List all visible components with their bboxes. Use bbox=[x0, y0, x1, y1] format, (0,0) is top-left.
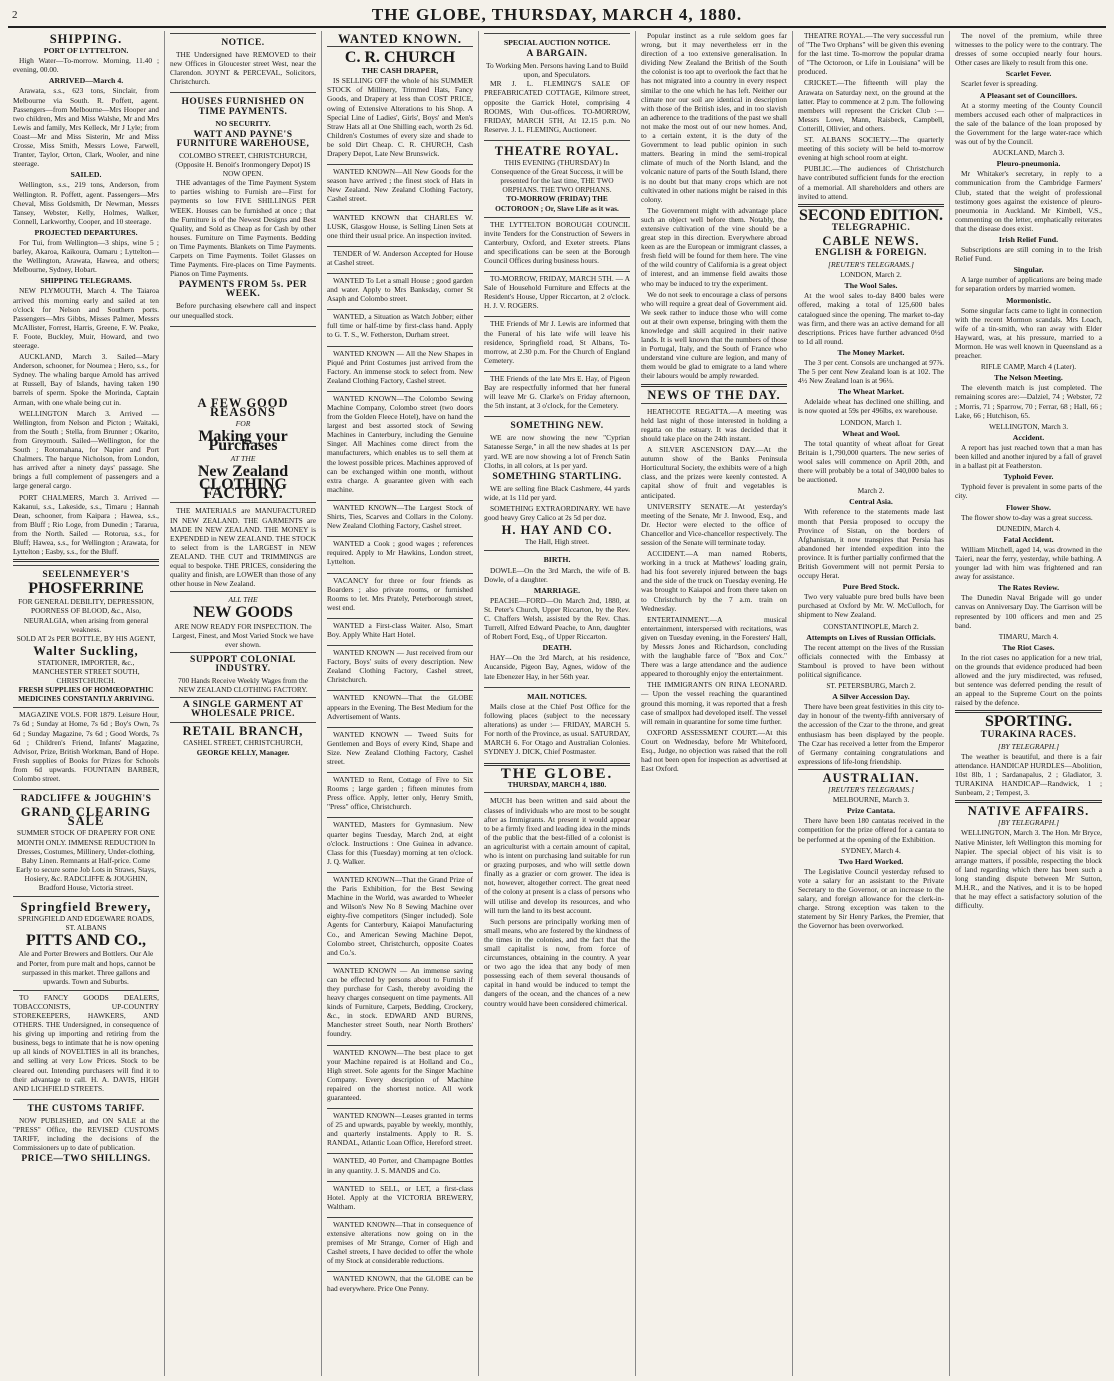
wanted-16 bbox=[327, 817, 473, 869]
marriage-text: PEACHE—FORD—On March 2nd, 1880, at St. Peter's Church, Upper Riccarton, by the Rev. C. Chaffers Welsh, assisted by the Rev. Chas. Turrell, Alfred Edward Peache, to Ann, daughter of Robert Ford, Esq., of Upper Riccarton. bbox=[484, 595, 630, 642]
wheat-wool-text: The total quantity of wheat afloat for Great Britain is 1,790,000 quarters. The new series of wool sales will commence on April 20th, and there will probably be a total of 340,000 bales to be auctioned. bbox=[798, 438, 944, 485]
fleming-text: MR J. L. FLEMING'S SALE OF PREFABRICATED COTTAGE, Kilmore street, opposite the Garrick Hotel, comprising 4 ROOMS, With Out-offices. TO-MORROW, FRIDAY, MARCH 5TH, At 12.15 p.m. No Reserve. J. L. FLEMING, Auctioneer. bbox=[484, 79, 630, 134]
wanted-9 bbox=[327, 536, 473, 570]
editorial-cont-3: We do not seek to encourage a class of persons who will require a great deal of Government aid. We seek rather to induce those who will come out at their own expense, bringing with them the knowledge and skill acquired in their native lands. It is well known that the numbers of those in Portugal, Italy, and the South of France who understand vine culture are legion, and many of them would be glad to emigrate to a land where their labours would be amply rewarded. bbox=[641, 289, 787, 381]
const-dateline: CONSTANTINOPLE, March 2. bbox=[823, 621, 919, 631]
something-new-heading: SOMETHING NEW. bbox=[510, 421, 604, 432]
typhoid-heading: Typhoid Fever. bbox=[1003, 472, 1054, 482]
startling-text: WE are selling fine Black Cashmere, 44 yards wide, at 1s 11d per yard. bbox=[484, 483, 630, 502]
wanted-8-text: WANTED KNOWN—The Largest Stock of Shirts, Ties, Scarves and Collars in the Colony. New Zealand Clothing Factory, Cashel street. bbox=[327, 502, 473, 531]
fatal-heading: Fatal Accident. bbox=[1003, 534, 1054, 544]
petersburg-dateline: ST. PETERSBURG, March 2. bbox=[826, 681, 916, 691]
editorial-text: MUCH has been written and said about the classes of individuals who are most to be sought after as Immigrants. At present it would appear to be a firmly fixed and leading idea in the minds of the public that the best-filled of a colonist is an agriculturist with a certain amount of capital, who is intent on purchasing land suitable for run or grazing purposes, and who will settle down finally as a grazier or corn grower. The idea is not, however, altogether correct. The great need of the colony at present is a class of persons who will utilise and develop its resources, and who will turn the land to its best account. bbox=[484, 796, 630, 915]
mormon-text: Some singular facts came to light in connection with the recent Mormon scandals. Mrs Loach, wife of a tin-smith, who ran away with Elder Hayward, was, at his pressure, married to a Mormon. He was well known in Queensland as a preacher. bbox=[955, 305, 1102, 361]
wheat-text: Adelaide wheat has declined one shilling, and is now quoted at 59s per 496lbs, ex warehouse. bbox=[798, 397, 944, 416]
retail-address: CASHEL STREET, CHRISTCHURCH, bbox=[183, 738, 303, 748]
telegraphic-heading: TELEGRAPHIC. bbox=[831, 222, 911, 233]
news-item-7: OXFORD ASSESSMENT COURT.—At this Court on Wednesday, before Mr Whitefoord, Esq., Judge, no objection was raised that the roll had not been open for inspection as advertised at East Oxford. bbox=[641, 727, 787, 774]
singular-heading: Singular. bbox=[1013, 265, 1044, 275]
rifle-dateline: RIFLE CAMP, March 4 (Later). bbox=[980, 362, 1077, 372]
news-item-4: ACCIDENT.—A man named Roberts, working in a truck at Mathews' loading grain, had his foot severely injured between the bags and the side of the truck on Tuesday evening. He was brought to Kaiapoi and from there taken on to Christchurch by the 7 a.m. train on Wednesday. bbox=[641, 549, 787, 613]
mormon-heading: Mormonistic. bbox=[1006, 295, 1051, 305]
arrived-heading: ARRIVED—March 4. bbox=[48, 76, 124, 86]
wanted-11 bbox=[327, 618, 473, 643]
cr-church-title: C. R. CHURCH bbox=[344, 49, 456, 67]
ad-customs-head: THE CUSTOMS TARIFF. bbox=[27, 1103, 145, 1114]
ad-customs-text: NOW PUBLISHED, and ON SALE at the "PRESS" Office, the REVISED CUSTOMS TARIFF, including the decisions of the Commissioners up to date of publication. bbox=[13, 1115, 159, 1153]
cr-church-text: IS SELLING OFF the whole of his SUMMER STOCK of Millinery, Trimmed Hats, Fancy Goods, and Drapery at less than COST PRICE, owing of Extensive Alterations to his Shop. A Special Line of Ladies', Girls', Boys' and Men's Straw Hats all at One Shilling each, worth 2s 6d. Children's Costumes of every size and shade to be sold Dirt Cheap. C. R. CHURCH, Cash Drapery Depot, Late New Brunswick. bbox=[327, 76, 473, 159]
wheat-wool-heading: Wheat and Wool. bbox=[842, 428, 900, 438]
ad-radcliffe-head: RADCLIFFE & JOUGHIN'S bbox=[20, 794, 152, 805]
port-heading: PORT OF LYTTELTON. bbox=[43, 46, 129, 56]
cable-news-heading: CABLE NEWS. bbox=[822, 233, 920, 248]
wanted-4-text: WANTED To Let a small House ; good garden and water. Apply to Mrs Banksday, corner St Asaph and Colombo street. bbox=[327, 275, 473, 304]
dunedin-dateline: DUNEDIN, March 4. bbox=[996, 523, 1061, 533]
ad-notice bbox=[170, 33, 316, 90]
mail-heading: MAIL NOTICES. bbox=[527, 691, 587, 701]
wanted-3-text: TENDER of W. Anderson Accepted for House at Cashel street. bbox=[327, 248, 473, 267]
wanted-7-text: WANTED KNOWN—The Colombo Sewing Machine Company, Colombo street (two doors from the Golden Fleece Hotel), have on hand the largest and best assorted stock of Sewing Machines in Canterbury, including the Genuine Singer. All Machines come direct from the manufacturers, which enables us to sell them at the lowest possible prices. Machines approved of can be exchanged within one month, without extra charge. A guarantee given with each machine. bbox=[327, 393, 473, 494]
column-3 bbox=[322, 31, 479, 1376]
wanted-24-text: WANTED KNOWN, that the GLOBE can be had everywhere. Price One Penny. bbox=[327, 1274, 473, 1293]
sailed-heading: SAILED. bbox=[70, 170, 102, 180]
wanted-13-text: WANTED KNOWN—That the GLOBE appears in the Evening. The Best Medium for the Advertisement of Wants. bbox=[327, 693, 473, 721]
shipping-heading: SHIPPING. bbox=[49, 32, 123, 46]
two-heading: Two Hard Worked. bbox=[838, 856, 904, 866]
attempts-text: The recent attempt on the lives of the Russian officials connected with the Embassy at Stamboul is proved to have been without political significance. bbox=[798, 642, 944, 679]
reasons-text: THE MATERIALS are MANUFACTURED IN NEW ZEALAND. THE GARMENTS are MADE IN NEW ZEALAND. THE MONEY is EXPENDED in NEW ZEALAND. THE STOCK to select from is the LARGEST in NEW ZEALAND. THE CUT and TRIMMINGS are equal to bespoke. THE PRICES, considering the quality and finish, are LOWER than those of any other house in New Zealand. bbox=[170, 506, 316, 589]
telegrams-heading: SHIPPING TELEGRAMS. bbox=[40, 276, 132, 286]
something-new-text: WE are now showing the new "Cyprian Satanesse Serge," in all the new shades at 1s per yard. WE are now showing a lot of French Satin Cloths, in all colors, at 1s per yard. bbox=[484, 433, 630, 470]
notice-heading: NOTICE. bbox=[221, 38, 265, 48]
column-5 bbox=[636, 31, 793, 1376]
mail-text: Mails close at the Chief Post Office for the following places (subject to the necessary alterations) as under :— FRIDAY, MARCH 5. For north of the Province, as usual. SATURDAY, MARCH 6. For Otago and Australian Colonies. SYDNEY J. DICK, Chief Postmaster. bbox=[484, 701, 630, 757]
ad-special-auction bbox=[484, 33, 630, 138]
wanted-12 bbox=[327, 645, 473, 688]
special-heading: SPECIAL AUCTION NOTICE. bbox=[503, 38, 611, 47]
ad-phosferrine-fresh: FRESH SUPPLIES OF HOMŒOPATHIC MEDICINES CONSTANTLY ARRIVING. bbox=[18, 685, 154, 704]
wanted-24 bbox=[327, 1271, 473, 1296]
relief-heading: Irish Relief Fund. bbox=[998, 234, 1059, 244]
news-cont-1: THEATRE ROYAL.—The very successful run of "The Two Orphans" will be given this evening for the last time. To-morrow the popular drama of "The Octoroon, or Life in Louisiana" will be produced. bbox=[798, 31, 944, 77]
flower-text: The flower show to-day was a great success. bbox=[961, 512, 1093, 522]
wanted-13 bbox=[327, 690, 473, 724]
pure-stock-text: Two very valuable pure bred bulls have been purchased at Oxford by Mr. W. McCulloch, for shipment to New Zealand. bbox=[798, 592, 944, 620]
no-security: NO SECURITY. bbox=[215, 118, 271, 128]
ad-phosferrine-title: PHOSFERRINE bbox=[28, 580, 144, 598]
turakina-text: The weather is beautiful, and there is a fair attendance. HANDICAP HURDLES—Abolition, 10st 8lb, 1 ; Sardanapalus, 2 ; Gladiator, 3. TURAKINA HANDICAP—Randwick, 1 ; Sunbeam, 2 ; Tempest, 3. bbox=[955, 751, 1102, 798]
wanted-8 bbox=[327, 500, 473, 534]
telegram-new-plymouth: NEW PLYMOUTH, March 4. The Taiaroa arrived this morning early and sailed at ten o'clock for Nelson and Southern ports. Passengers—Mrs Gibbs, Misses Palmer, Messrs McAllister, Forrest, Harris, Greene, F. W. Peake, F. Foote, Buckley, Muir, Howard, and two steerage. bbox=[13, 286, 159, 350]
accident-heading: Accident. bbox=[1012, 432, 1045, 442]
wanted-15 bbox=[327, 772, 473, 815]
native-sub: [BY TELEGRAPH.] bbox=[997, 818, 1060, 828]
ad-lyttelton bbox=[484, 217, 630, 269]
wanted-20-text: WANTED KNOWN—Leases granted in terms of 25 and upwards, payable by weekly, monthly, and quarterly instalments. Apply to R. S. RANDAL, Atlantic Loan Office, Hereford street. bbox=[327, 1111, 473, 1148]
ad-theatre bbox=[484, 140, 630, 215]
wanted-15-text: WANTED to Rent, Cottage of Five to Six Rooms ; large garden ; fifteen minutes from Press office. Apply, letter only, Henry Smith, "Press" office, Christchurch. bbox=[327, 775, 473, 812]
few-nz: New Zealand bbox=[197, 463, 289, 481]
ad-customs-price: PRICE—TWO SHILLINGS. bbox=[21, 1154, 151, 1165]
death-text: HAY—On the 3rd March, at his residence, Aucanside, Pigeon Bay, Agnes, widow of the late Ebenezer Hay, in her 56th year. bbox=[484, 653, 630, 681]
few-factory: CLOTHING FACTORY. bbox=[198, 476, 287, 503]
columns bbox=[8, 31, 1106, 1376]
watt-text: THE advantages of the Time Payment System to parties wishing to Furnish are—First for payments so low FIVE SHILLINGS PER WEEK. Houses can be furnished at once ; that the Furniture is of the Newest Designs and Best Quality, and Sold as Cheap as for Cash by other houses. Furniture on Time Payments. Bedding on Time Payments. Blankets on Time Payments. Carpets on Time Payments. Toilet Glasses on Time Payments. Fire-places on Time Payments. Pianos on Time Payments. bbox=[170, 178, 316, 279]
few-making: Making your Purchases bbox=[198, 427, 288, 454]
scarlet-heading: Scarlet Fever. bbox=[1005, 69, 1052, 79]
column-6 bbox=[793, 31, 950, 1376]
wanted-22 bbox=[327, 1181, 473, 1215]
ad-phosferrine-agent: Walter Suckling, bbox=[33, 643, 139, 658]
theatre-heading: THEATRE ROYAL. bbox=[494, 143, 620, 158]
few-reasons-heading: A FEW GOOD REASONS bbox=[197, 395, 289, 419]
nelson-text: The eleventh match is just completed. The remaining scores are:—Dalziel, 74 ; Webster, 72 ; Morris, 71 ; Sparrow, 70 ; Ferrar, 68 ; Hall, 66 ; Lake, 66 ; Hutchison, 65. bbox=[955, 383, 1102, 420]
wanted-21 bbox=[327, 1153, 473, 1178]
houses-heading: HOUSES FURNISHED ON TIME PAYMENTS. bbox=[181, 97, 305, 117]
silver-text: There have been great festivities in this city to-day in honour of the twenty-fifth anniversary of the accession of the Czar to the throne, and great enthusiasm has been displayed by the people. The Czar has received a letter from the Emperor of Germany containing congratulations and expressions of life-long friendship. bbox=[798, 702, 944, 766]
few-for: FOR bbox=[235, 418, 251, 428]
support-text: 700 Hands Receive Weekly Wages from the NEW ZEALAND CLOTHING FACTORY. bbox=[178, 675, 308, 695]
watt-address: COLOMBO STREET, CHRISTCHURCH, (Opposite H. Benoit's Ironmongery Depot) IS NOW OPEN. bbox=[175, 150, 311, 179]
wanted-11-text: WANTED a First-class Waiter. Also, Smart Boy. Apply White Hart Hotel. bbox=[327, 620, 473, 639]
ad-springfield-head: Springfield Brewery, bbox=[20, 900, 152, 915]
ad-hay bbox=[484, 371, 630, 414]
telegram-wellington: WELLINGTON March 3. Arrived — Wellington, from Nelson and Picton ; Waitaki, from the South ; Stella, from Brunner ; Okarito, from Greymouth. Sailed—Wellington, for the South ; Rotomahana, for Napier and Port Chalmers. The barque Nicholson, from London, has arrived after a ninety days' passage. She brings a full complement of passengers and a large general cargo. bbox=[13, 408, 159, 491]
ad-springfield-title: PITTS AND CO., bbox=[25, 932, 147, 950]
wanted-20 bbox=[327, 1108, 473, 1151]
marriage-heading: MARRIAGE. bbox=[533, 585, 581, 595]
retail-branch: RETAIL BRANCH, bbox=[182, 724, 304, 739]
pure-stock-heading: Pure Bred Stock. bbox=[842, 582, 900, 592]
ad-clothing-factory bbox=[170, 326, 316, 759]
ad-magazine bbox=[13, 707, 159, 787]
wanted-5 bbox=[327, 309, 473, 343]
watt-heading: WATT AND PAYNE'S FURNITURE WAREHOUSE, bbox=[176, 129, 310, 149]
projected-text: For Tui, from Wellington—3 ships, wine 5 ; barley, Akaroa, Kaikoura, Oamaru ; Lyttelton—the Wellington, Arawata, Hawea, and others; Melbourne, Sydney, Hobart. bbox=[13, 237, 159, 275]
column-2 bbox=[165, 31, 322, 1376]
reuter-tag-2: [REUTER'S TELEGRAMS.] bbox=[828, 785, 914, 795]
news-item-5: ENTERTAINMENT.—A musical entertainment, interspersed with recitations, was given on Tuesday evening, in the Foresters' Hall, by Messrs Jones and Richardson, concluding with the laughable farce of "Box and Cox." There was a large attendance and the audience appeared to thoroughly enjoy the entertainment. bbox=[641, 614, 787, 679]
wanted-18 bbox=[327, 963, 473, 1043]
telegram-port-chalmers: PORT CHALMERS, March 3. Arrived — Kakanui, s.s., Lakeside, s.s., Timaru ; Hannah Dean, schooner, from Kaipara ; Hawea, s.s., from Bluff ; Rio Loge, from Dunedin ; Tararua, from the North. Sailed — Rotorua, s.s., for Bluff; Hawea, s.s., for Wellington ; Arawata, for Lyttelton ; Easby, s.s., for the Bluff. bbox=[13, 492, 159, 557]
ad-phosferrine-head: SEELENMEYER'S bbox=[42, 570, 130, 581]
ad-radcliffe-text: SUMMER STOCK OF DRAPERY FOR ONE MONTH ONLY. IMMENSE REDUCTION In Dresses, Costumes, Millinery, Under-clothing, Baby Linen. Remnants at Half-price. Come Early to secure some Job Lots in Straws, Stays, Hosiery, &c. RADCLIFFE & JOUGHIN, Bradford House, Victoria street. bbox=[16, 828, 156, 892]
march-2-dateline: March 2. bbox=[857, 486, 885, 496]
singular-text: A large number of applications are being made for separation orders by married women. bbox=[955, 275, 1102, 294]
telegram-auckland: AUCKLAND, March 3. Sailed—Mary Anderson, schooner, for Noumea ; Hero, s.s., for Sydney. The whaling barque Arnold has arrived at Russell, Bay of Islands, having taken 190 barrels of sperm. Spoke the Morinda, Captain Arman, with one whale being cut in. bbox=[13, 352, 159, 407]
payments-text: Before purchasing elsewhere call and inspect our unequalled stock. bbox=[170, 301, 316, 320]
news-cont-3: ST. ALBANS SOCIETY.—The quarterly meeting of this society will be held to-morrow evening at high school room at eight. bbox=[798, 135, 944, 163]
sale-text: TO-MORROW, FRIDAY, MARCH 5TH. — A Sale of Household Furniture and Effects at the Resident's House, Upper Riccarton, at 2 o'clock. H. J. V. ROGERS. bbox=[484, 274, 630, 311]
wanted-4 bbox=[327, 273, 473, 307]
wanted-10 bbox=[327, 573, 473, 616]
wanted-16-text: WANTED, Masters for Gymnasium. New quarter begins Tuesday, March 2nd, at eight o'clock. Instructions : One Guinea in advance. Class for this (Tuesday) morning at ten o'clock. J. Q. Walker. bbox=[327, 820, 473, 866]
theatre-text-2: TO-MORROW (FRIDAY) THE OCTOROON ; Or, Slave Life as it was. bbox=[495, 194, 619, 213]
prize-heading: Prize Cantata. bbox=[846, 806, 896, 816]
hay-addr: The Hall, High street. bbox=[524, 537, 590, 547]
sporting-heading: SPORTING. bbox=[984, 713, 1072, 731]
pneumonia-heading: Pleuro-pneumonia. bbox=[996, 159, 1061, 169]
hay-firm: H. HAY AND CO. bbox=[501, 523, 613, 538]
ad-phosferrine-addr: STATIONER, IMPORTER, &c., MANCHESTER STREET SOUTH, CHRISTCHURCH. bbox=[32, 657, 140, 686]
wanted-18-text: WANTED KNOWN — An immense saving can be effected by persons about to Furnish if they purchase for Cash, thereby avoiding the heavy charges consequent on time payments. All kinds of Furniture, Carpets, Bedding, Crockery, &c., in stock. EDWARD AND BURNS, Manchester street South, near North Brothers' foundry. bbox=[327, 965, 473, 1039]
ad-phosferrine-text: FOR GENERAL DEBILITY, DEPRESSION, POORNESS OF BLOOD, &c., Also, NEURALGIA, when arising from general weakness. bbox=[18, 597, 154, 634]
sydney-dateline: SYDNEY, March 4. bbox=[841, 845, 901, 855]
arrived-text: Arawata, s.s., 623 tons, Sinclair, from Melbourne via South. R. Poffett, agent. Passengers—from Melbourne—Mrs Hooper and two children, Mrs and Miss Walshe, Mr and Mrs Lewis and family, Mrs Kelleck, Mr J Lyle; from Coast—Mr and Miss Sisterin, Mr and Miss Crosse, Miss Smith, Messrs Lowe, Farwell, Tranter, Taylor, Orton, Clark, Wooler, and nine steerage. bbox=[13, 86, 159, 169]
news-item-1: HEATHCOTE REGATTA.—A meeting was held last night of those interested in holding a regatta on the estuary. It was decided that it should take place on the 24th instant. bbox=[641, 406, 787, 443]
wanted-17-text: WANTED KNOWN—That the Grand Prize of the Paris Exhibition, for the Best Sewing Machine in the World, was awarded to Wheeler and Wilson's New No 8 Sewing Machine over eighty-five competitors (Singer included). Sole Agents for Canterbury, Kaiapoi Manufacturing Co., and American Sewing Machine Depot, Colombo street, Christchurch, opposite Coates and Co.'s. bbox=[327, 874, 473, 957]
notice-text: THE Undersigned have REMOVED to their new Offices in Gloucester street West, near the Clarendon. JOYNT & PERCEVAL, Solicitors, Christchurch. bbox=[170, 50, 316, 87]
prize-text: There have been 180 cantatas received in the competition for the prize offered for a cantata to be performed at the opening of the Exhibition. bbox=[798, 816, 944, 844]
support-heading: SUPPORT COLONIAL INDUSTRY. bbox=[190, 654, 296, 674]
ad-cr-church bbox=[327, 46, 473, 162]
wanted-2 bbox=[327, 210, 473, 244]
australian-heading: AUSTRALIAN. bbox=[822, 770, 920, 785]
wanted-7 bbox=[327, 391, 473, 498]
sailed-text: Wellington, s.s., 219 tons, Anderson, from Wellington. R. Poffett, agent. Passengers—Mrs Cheval, Miss Goldsmith, Dr Newman, Messrs Tansey, Webster, Kelly, Holmes, Walker, Connell, Larkworthy, Cooper, and 10 steerage. bbox=[13, 180, 159, 226]
mail-section bbox=[484, 687, 630, 761]
ad-fancy-goods bbox=[13, 990, 159, 1097]
ad-radcliffe bbox=[13, 789, 159, 894]
typhoid-text: Typhoid fever is prevalent in some parts of the city. bbox=[955, 482, 1102, 501]
ad-springfield bbox=[13, 896, 159, 988]
english-foreign-heading: ENGLISH & FOREIGN. bbox=[815, 247, 927, 258]
death-heading: DEATH. bbox=[542, 643, 572, 653]
ad-watt-payne bbox=[170, 92, 316, 323]
two-text: The Legislative Council yesterday refused to vote a salary for an assistant to the Private Secretary to the Governor, or an increase to the salary, and foreign allowance for the clerk-in-charge. Strong exception was taken to the statement by Sir Henry Parkes, the Premier, that the Governor has been overworked. bbox=[798, 866, 944, 931]
masthead bbox=[8, 4, 1106, 28]
bargain-heading: A BARGAIN. bbox=[526, 49, 588, 60]
wanted-17 bbox=[327, 872, 473, 961]
ad-springfield-sub: SPRINGFIELD AND EDGEWARE ROADS, ST. ALBANS bbox=[18, 914, 154, 933]
wanted-12-text: WANTED KNOWN — Just received from our Factory, Boys' suits of every description. New Zealand Clothing Factory, Cashel street, Christchurch. bbox=[327, 648, 473, 685]
councillors-heading: A Pleasant set of Councillors. bbox=[979, 90, 1078, 100]
news-heading: NEWS OF THE DAY. bbox=[647, 387, 781, 402]
theatre-text: THIS EVENING (THURSDAY) In Consequence of the Great Success, it will be presented for the last time, THE TWO ORPHANS. THE TWO ORPHANS. bbox=[491, 158, 623, 195]
wanted-14 bbox=[327, 727, 473, 770]
flower-heading: Flower Show. bbox=[1006, 502, 1051, 512]
manager: GEORGE KELLY, Manager. bbox=[196, 747, 290, 757]
few-at: AT THE bbox=[230, 454, 256, 464]
wanted-22-text: WANTED to SELL, or LET, a first-class Hotel. Apply at the VICTORIA BREWERY, Waltham. bbox=[327, 1183, 473, 1211]
births-text: DOWLE—On the 3rd March, the wife of B. Dowle, of a daughter. bbox=[484, 565, 630, 584]
wanted-19-text: WANTED KNOWN—The best place to get your Machine repaired is at Holland and Co., High street. Sole agents for the Singer Machine Company. Every description of Machine repaired on the shortest notice. All work guaranteed. bbox=[327, 1047, 473, 1102]
wanted-5-text: WANTED, a Situation as Watch Jobber; either full time or half-time by first-class hand. Apply to G. T. S., W. Fetherston, Durham street. bbox=[327, 312, 473, 340]
wanted-1 bbox=[327, 164, 473, 207]
projected-heading: PROJECTED DEPARTURES. bbox=[34, 227, 138, 237]
councillors-text: At a stormy meeting of the County Council members accused each other of malpractices in the sale of the balance of the loan proposed by the Government for the large water-race which was out of by the Council. bbox=[955, 100, 1102, 147]
reuter-tag: [REUTER'S TELEGRAMS.] bbox=[828, 260, 914, 270]
native-text: WELLINGTON, March 3. The Hon. Mr Bryce, Native Minister, left Wellington this morning for Napier. The special object of his visit is to arrange matters, if possible, respecting the block of land regarding which there has been such a long standing dispute between Mr Sutton, M.H.R., and the Natives, and it is to be hoped that he may effect a satisfactory solution of the difficulty. bbox=[955, 828, 1102, 911]
ad-phosferrine bbox=[13, 565, 159, 705]
news-item-2: A SILVER ASCENSION DAY.—At the autumn show of the Banks Peninsula Horticultural Society, the exhibits were of a high class, and the prizes were keenly contested. A capital show of fruit and vegetables is anticipated. bbox=[641, 445, 787, 500]
lyttelton-text: THE LYTTELTON BOROUGH COUNCIL invite Tenders for the Construction of Sewers in Canterbury, Oxford, and Exeter streets. Plans and specifications can be seen at the Borough Council Offices during business hours. bbox=[484, 219, 630, 265]
wanted-6-text: WANTED KNOWN — All the New Shapes in Piqué and Print Costumes just arrived from the Factory. An immense stock to select from. New Zealand Clothing Factory, Cashel street. bbox=[327, 348, 473, 385]
wanted-6 bbox=[327, 346, 473, 389]
wool-text: At the wool sales to-day 8400 bales were offered, making a total of 125,600 bales catalogued since the opening. The market to-day was firm, and there was an active demand for all descriptions. Prices have further advanced 0½d to 1d all round. bbox=[798, 291, 944, 346]
scarlet-text: Scarlet fever is spreading. bbox=[961, 79, 1038, 89]
ad-radcliffe-title: GRAND CLEARING SALE bbox=[20, 805, 152, 829]
rates-heading: The Rates Review. bbox=[997, 583, 1060, 593]
new-goods: NEW GOODS bbox=[193, 604, 293, 622]
money-heading: The Money Market. bbox=[837, 347, 905, 357]
wheat-heading: The Wheat Market. bbox=[838, 387, 904, 397]
editorial-text-2: Such persons are principally working men of small means, who are fostered by the kindness of the times in the colonies, and the fact that the small capitalist is now, from force of circumstances, obtaining in the country. A year or two ago the idea that any body of men possessing each of them several thousands of capital in hand would be induced to tempt the dangers of the ocean, and the chances of a new country would have been considered chimerical. bbox=[484, 916, 630, 1008]
wanted-19 bbox=[327, 1045, 473, 1107]
turakina-heading: TURAKINA RACES. bbox=[980, 729, 1077, 740]
melbourne-dateline: MELBOURNE, March 3. bbox=[832, 795, 910, 805]
hay-text: THE Friends of the late Mrs E. Hay, of Pigeon Bay are respectfully informed that her funeral will leave Mr G. Clarke's on Friday afternoon, the 5th instant, at 3 o'clock, for the Cemetery. bbox=[484, 373, 630, 411]
second-edition-heading: SECOND EDITION. bbox=[798, 206, 944, 224]
wanted-3 bbox=[327, 246, 473, 271]
ad-phosferrine-sold: SOLD AT 2s PER BOTTLE, BY HIS AGENT, bbox=[16, 633, 156, 643]
editorial-cont-2: The Government might with advantage place such an object well before them. Notably, the extensive cultivation of the vine should be a great step in this direction. Everywhere abroad keen as are the European or immigrant classes, a fresh field will be found for them here. The vine of the wild country of California is a great object of interest, and an immense field awaits those who may be induced to try the experiment. bbox=[641, 205, 787, 288]
wanted-21-text: WANTED, 40 Porter, and Champagne Bottles in any quantity. J. S. MANDS and Co. bbox=[327, 1156, 473, 1175]
fatal-text: William Mitchell, aged 14, was drowned in the Taieri, near the ferry, yesterday, while bathing. A younger lad with him was frightened and ran away for assistance. bbox=[955, 544, 1102, 582]
ad-lewis bbox=[484, 316, 630, 368]
native-heading: NATIVE AFFAIRS. bbox=[967, 804, 1090, 819]
wanted-10-text: VACANCY for three or four friends as Boarders ; also private rooms, or furnished Rooms to let. Mrs Prately, Peterborough street, west end. bbox=[327, 575, 473, 612]
attempts-heading: Attempts on Lives of Russian Officials. bbox=[806, 632, 936, 642]
london-dateline: LONDON, March 2. bbox=[840, 270, 902, 280]
col7-top: The novel of the premium, while three witnesses to the policy were to the contrary. The dresses of some occupied nearly four hours. Other cases are likely to result from this one. bbox=[955, 31, 1102, 68]
wanted-23 bbox=[327, 1217, 473, 1269]
news-item-3: UNIVERSITY SENATE.—At yesterday's meeting of the Senate, Mr J. Inwood, Esq., and Dr. Hector were elected to the office of Chancellor and Vice-chancellor respectively. The session of the Senate will terminate today. bbox=[641, 501, 787, 547]
ad-springfield-text: Ale and Porter Brewers and Bottlers. Our Ale and Porter, from pure malt and hops, cannot be surpassed in this market. Three gallons and upwards. Town and Suburbs. bbox=[16, 949, 156, 986]
startling-heading: SOMETHING STARTLING. bbox=[492, 471, 622, 482]
timaru-dateline: TIMARU, March 4. bbox=[998, 631, 1059, 641]
riot-text: In the riot cases no application for a new trial, on the grounds that evidence produced had been allowed and the jury misdirected, was refused, but sentence was deferred pending the result of an appeal to the Supreme Court on the points raised by the defence. bbox=[955, 652, 1102, 708]
asia-heading: Central Asia. bbox=[849, 497, 893, 507]
rates-text: The Dunedin Naval Brigade will go under canvas on Anniversary Day. The Garrison will be represented by 100 officers and men and 25 band. bbox=[955, 593, 1102, 630]
wanted-heading: WANTED KNOWN. bbox=[337, 32, 463, 46]
births-section bbox=[484, 550, 630, 684]
births-heading: BIRTH. bbox=[543, 555, 571, 565]
wellington-dateline: WELLINGTON, March 3. bbox=[988, 421, 1069, 431]
wanted-9-text: WANTED a Cook ; good wages ; references required. Apply to Mr Hawkins, London street, Lyttelton. bbox=[327, 539, 473, 567]
globe-title: THE GLOBE. bbox=[500, 766, 614, 783]
relief-text: Subscriptions are still coming in to the Irish Relief Fund. bbox=[955, 245, 1102, 264]
london-dateline-2: LONDON, March 1. bbox=[840, 417, 902, 427]
asia-text: With reference to the statements made last month that Persia proposed to occupy the Province of Sistan, on the borders of Afghanistan, it now transpires that Persia has abandoned her intended expedition into the province. It is further partially confirmed that the British Government will not permit Persia to occupy Herat. bbox=[798, 507, 944, 581]
payments-heading: PAYMENTS FROM 5s. PER WEEK. bbox=[178, 280, 308, 300]
ad-something-new bbox=[484, 416, 630, 548]
column-7 bbox=[950, 31, 1107, 1376]
globe-date: THURSDAY, MARCH 4, 1880. bbox=[507, 780, 607, 790]
riot-heading: The Riot Cases. bbox=[1002, 642, 1055, 652]
all-the: ALL THE bbox=[228, 595, 258, 605]
wool-heading: The Wool Sales. bbox=[844, 281, 898, 291]
silver-heading: A Silver Accession Day. bbox=[832, 692, 910, 702]
news-item-6: THE IMMIGRANTS ON RINA LEONARD. — Upon the vessel reaching the quarantined ground this morning, it was reported that a fresh case of smallpox had developed itself. The vessel will remain in quarantine for some time further. bbox=[641, 680, 787, 726]
pneumonia-text: Mr Whitaker's secretary, in reply to a communication from the Cambridge Farmers' Club, stated that the weight of professional testimony goes against the existence of pleuro-pneumonia in Auckland. Mr Kimbell, V.S., commenting on the letter, emphatically reiterates that the disease does exist. bbox=[955, 169, 1102, 233]
ad-customs bbox=[13, 1099, 159, 1169]
ad-magazine-text: MAGAZINE VOLS. FOR 1879. Leisure Hour, 7s 6d ; Sunday at Home, 7s 6d ; Boy's Own, 7s 6d ; Sunday Magazine, 7s 6d ; Good Words, 7s 6d ; Children's Friend, Infants' Magazine, Advisor, Prize, British Workman, Band of Hope. Fresh supplies of Books for Prizes for Schools from 6d upwards. FOUNTAIN BARBER, Colombo street. bbox=[13, 710, 159, 784]
bargain-text: To Working Men. Persons having Land to Build upon, and Speculators. bbox=[485, 61, 629, 80]
accident-text: A report has just reached town that a man has been killed and another injured by a fall of gravel in a ballast pit at Featherston. bbox=[955, 442, 1102, 471]
column-4 bbox=[479, 31, 636, 1376]
editorial-cont: Popular instinct as a rule seldom goes far wrong, but it may nevertheless err in the direction of a too extensive generalisation. In dividing New Zealand the British of the South the colonist is too apt to overlook the fact that he has not migrated into a country in every respect similar to the one which he has left. Neither our climate nor our soil are identical in description with those of the British isles, and in too slavish an adherence to the traditions of the past we shall not make the most out of our new homes. And, to a certain extent, it is the duty of the Government to lead public opinion in such matters. Bearing in mind the semi-tropical climate of much of the North Island, and the volcanic nature of parts of the South Island, there is no doubt but that many crops which are not cultivated in other nations might be raised in this colony. bbox=[641, 31, 787, 204]
single-garment: A SINGLE GARMENT AT WHOLESALE PRICE. bbox=[182, 700, 304, 720]
money-text: The 3 per cent. Consols are unchanged at 97⅞. The 5 per cent New Zealand loan is at 102. The 4½ New Zealand loan is at 96¼. bbox=[798, 358, 944, 386]
lewis-text: THE Friends of Mr J. Lewis are informed that the Funeral of his late wife will leave his residence, Springfield road, St Albans, To-morrow, at 2.30 p.m. For the Church of England Cemetery. bbox=[484, 319, 630, 365]
news-cont-4: PUBLIC.—The audiences of Christchurch have contributed sufficient funds for the erection of a memorial. All shareholders and others are invited to attend. bbox=[798, 164, 944, 201]
column-1 bbox=[8, 31, 165, 1376]
page-title: THE GLOBE, THURSDAY, MARCH 4, 1880. bbox=[371, 5, 743, 24]
cr-church-sub: THE CASH DRAPER, bbox=[361, 66, 439, 76]
nelson-heading: The Nelson Meeting. bbox=[994, 373, 1063, 383]
wanted-2-text: WANTED KNOWN that CHARLES W. LUSK, Glasgow House, is Selling Linen Sets at one third their usual price. An inspection invited. bbox=[327, 212, 473, 240]
ad-sale bbox=[484, 271, 630, 314]
extraordinary-text: SOMETHING EXTRAORDINARY. WE have good heavy Grey Calico at 2s 5d per doz. bbox=[484, 504, 630, 523]
page-number: 2 bbox=[12, 9, 18, 21]
new-goods-text: ARE NOW READY FOR INSPECTION. The Largest, Finest, and Most Varied Stock we have ever shown. bbox=[172, 621, 314, 649]
news-cont-2: CRICKET.—The fifteenth will play the Arawata on Saturday next, on the ground at the latter. Play to commence at 2 p.m. The following members will represent the Cricket Club :—Messrs Lowe, Mann, Raisbeck, Campbell, Cotterill, Ollivier, and others. bbox=[798, 78, 944, 133]
wanted-14-text: WANTED KNOWN — Tweed Suits for Gentlemen and Boys of every Kind, Shape and Size. New Zealand Clothing Factory, Cashel street. bbox=[327, 729, 473, 766]
ad-fancy-goods-text: TO FANCY GOODS DEALERS, TOBACCONISTS, UP-COUNTRY STOREKEEPERS, HAWKERS, AND OTHERS. THE Undersigned, in consequence of his giving up importing and retiring from the business, begs to intimate that he is now opening up all kinds of NOVELTIES in all its branches, and selling at very Low Prices. Stock to be cleared out. Intending purchasers will find it to their advantage to call. H. A. DAVIS, HIGH AND LICHFIELD STREETS. bbox=[13, 992, 159, 1093]
auckland-dateline: AUCKLAND, March 3. bbox=[992, 148, 1065, 158]
wanted-1-text: WANTED KNOWN—All New Goods for the season have arrived ; the finest stock of Hats in New Zealand. New Zealand Clothing Factory, Cashel street. bbox=[327, 167, 473, 204]
wanted-23-text: WANTED KNOWN—That in consequence of extensive alterations now going on in the premises of Mr Strange, Corner of High and Cashel streets, I have decided to offer the whole of my Stock at considerable reductions. bbox=[327, 1219, 473, 1266]
by-telegraph: [BY TELEGRAPH.] bbox=[997, 741, 1060, 751]
high-water: High Water—To-morrow. Morning, 11.40 ; evening, 00.00. bbox=[13, 56, 159, 75]
